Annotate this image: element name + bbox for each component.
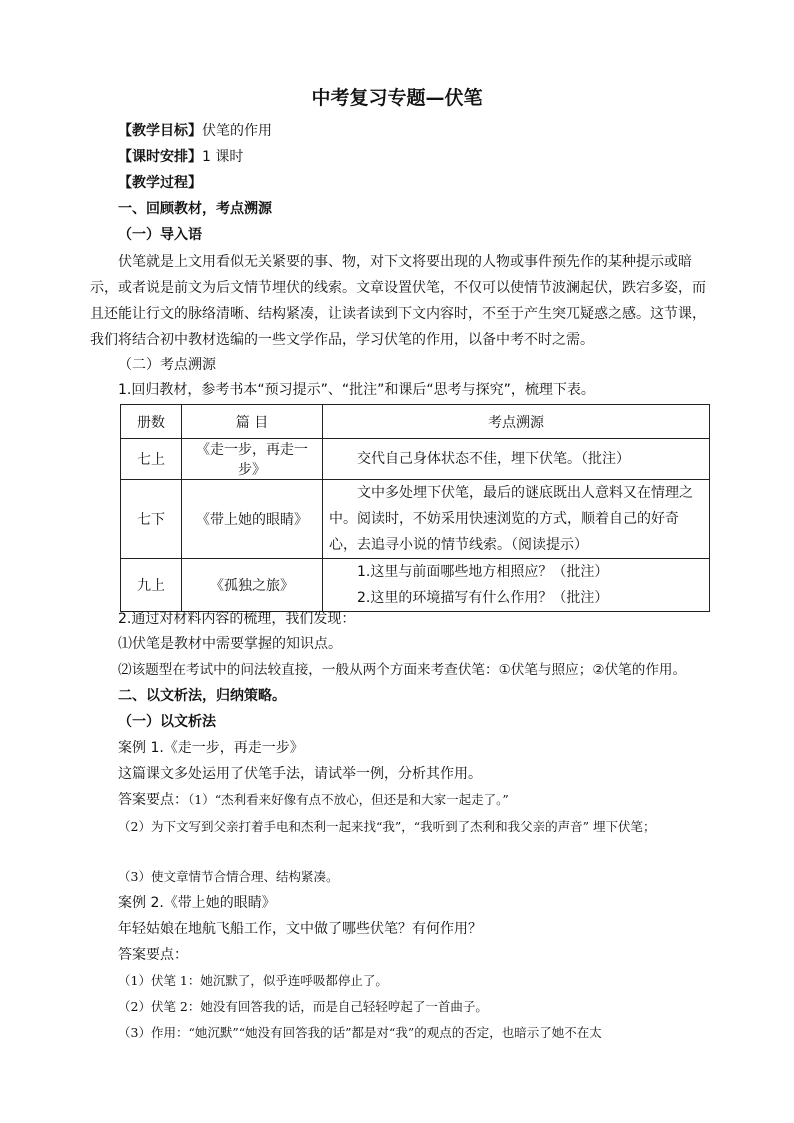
case2-answer-2: （2）伏笔 2：她没有回答我的话，而是自己轻轻哼起了一首曲子。 — [118, 999, 488, 1014]
section1-sub1: （一）导入语 — [118, 227, 202, 243]
process-label: 【教学过程】 — [118, 175, 202, 191]
row-article: 《孤独之旅》 — [182, 559, 323, 612]
row-volume: 九上 — [121, 559, 182, 612]
teaching-goal-value: 伏笔的作用 — [202, 123, 272, 139]
table-row — [121, 439, 710, 480]
table-header-row — [121, 405, 710, 439]
case1-title: 案例 1.《走一步，再走一步》 — [118, 740, 304, 756]
header-volume: 册数 — [121, 405, 182, 439]
page-title: 中考复习专题—伏笔 — [311, 87, 483, 109]
row-points — [323, 480, 710, 559]
exam-points-table — [120, 404, 710, 612]
case2-answer-3: （3）作用：“她沉默”“她没有回答我的话”都是对“我”的观点的否定，也暗示了她不在太 — [118, 1025, 602, 1040]
case2-answer-label: 答案要点： — [118, 947, 188, 963]
section1-heading: 一、回顾教材，考点溯源 — [118, 201, 272, 217]
intro-paragraph: 伏笔就是上文用看似无关紧要的事、物，对下文将要出现的人物或事件预先作的某种提示或暗示，或者说是前文为后文情节埋伏的线索。文章设置伏笔，不仅可以使情节波澜起伏，跌宕多姿，而且还能让行文的脉络清晰、结构紧凑，让读者读到下文内容时，不至于产生突兀疑惑之感。这节课，我们将结合初中教材选编的一些文学作品，学习伏笔的作用，以备中考不时之需。 — [90, 254, 706, 348]
teaching-goal-label: 【教学目标】 — [118, 123, 202, 139]
case2-title: 案例 2.《带上她的眼睛》 — [118, 895, 276, 911]
header-points: 考点溯源 — [323, 405, 710, 439]
case2-question: 年轻姑娘在地航飞船工作，文中做了哪些伏笔？有何作用？ — [118, 921, 482, 937]
row-volume: 七上 — [121, 439, 182, 480]
findings-intro: 2.通过对材料内容的梳理，我们发现： — [118, 611, 356, 627]
section2-heading: 二、以文析法，归纳策略。 — [118, 688, 286, 704]
row-points — [323, 439, 710, 480]
row-article: 《带上她的眼睛》 — [182, 480, 323, 559]
point-text: 文中多处埋下伏笔，最后的谜底既出人意料又在情理之中。阅读时，不妨采用快速浏览的方式，顺着自己的好奇心，去追寻小说的情节线索。（阅读提示） — [329, 485, 693, 553]
section2-sub1: （一）以文析法 — [118, 714, 216, 730]
point-text: 2.这里的环境描写有什么作用？（批注） — [357, 590, 609, 606]
table-row — [121, 559, 710, 612]
finding-item-1: ⑴伏笔是教材中需要掌握的知识点。 — [118, 636, 342, 652]
row-volume: 七下 — [121, 480, 182, 559]
schedule-label: 【课时安排】 — [118, 149, 202, 165]
schedule-line — [118, 147, 243, 167]
finding-item-2: ⑵该题型在考试中的问法较直接，一般从两个方面来考查伏笔：①伏笔与照应；②伏笔的作用。 — [118, 662, 687, 678]
case1-answer-line — [118, 790, 509, 810]
teaching-goal-line — [118, 121, 272, 141]
row-points — [323, 559, 710, 612]
case1-answer-label: 答案要点： — [118, 792, 188, 808]
case1-question: 这篇课文多处运用了伏笔手法，请试举一例，分析其作用。 — [118, 766, 482, 782]
task1-text: 1.回归教材，参考书本“预习提示”、“批注”和课后“思考与探究”，梳理下表。 — [118, 382, 595, 398]
case1-answer-1: （1）“杰利看来好像有点不放心，但还是和大家一起走了。” — [188, 792, 509, 807]
header-article: 篇 目 — [182, 405, 323, 439]
point-text: 1.这里与前面哪些地方相照应？（批注） — [357, 564, 609, 580]
section1-sub2: （二）考点溯源 — [118, 357, 216, 373]
row-article: 《走一步，再走一步》 — [182, 439, 323, 480]
case2-answer-1: （1）伏笔 1：她沉默了，似乎连呼吸都停止了。 — [118, 973, 388, 988]
point-text: 交代自己身体状态不佳，埋下伏笔。（批注） — [357, 451, 630, 467]
table-row — [121, 480, 710, 559]
case1-answer-3: （3）使文章情节合情合理、结构紧凑。 — [118, 869, 339, 884]
case1-answer-2: （2）为下文写到父亲打着手电和杰利一起来找“我”，“我听到了杰利和我父亲的声音” 埋下伏笔； — [118, 819, 656, 834]
schedule-value: 1 课时 — [202, 149, 244, 165]
